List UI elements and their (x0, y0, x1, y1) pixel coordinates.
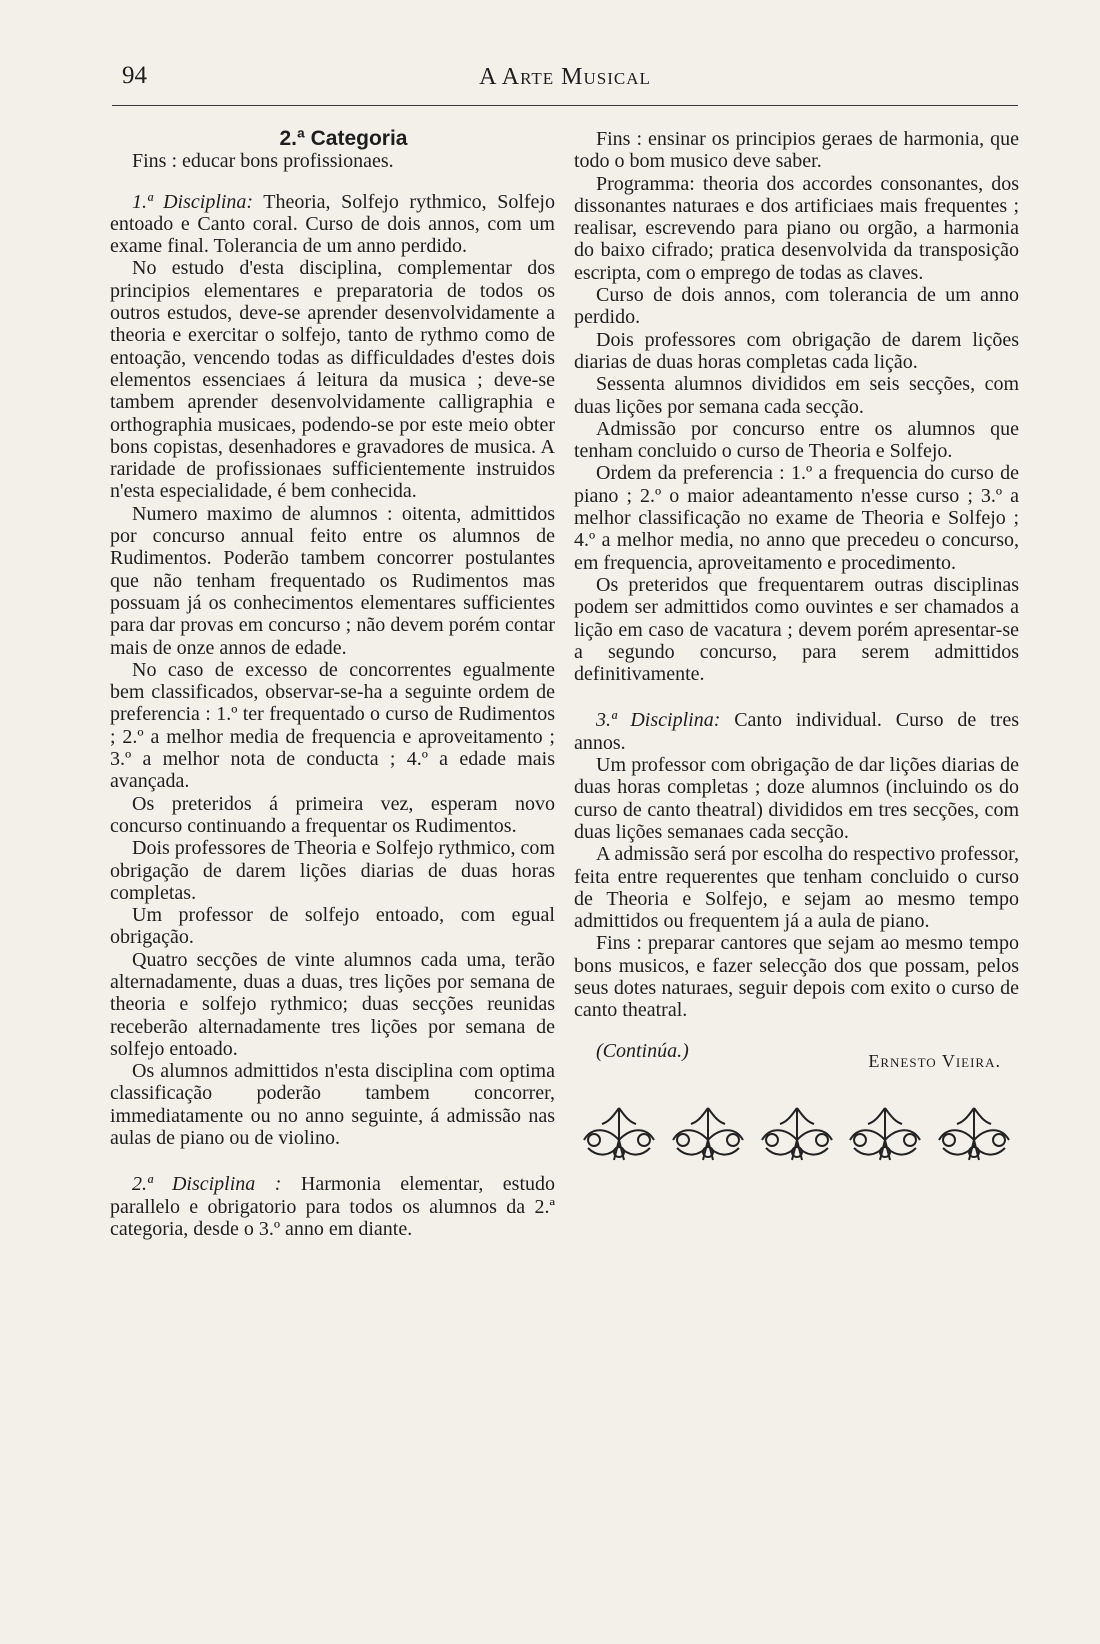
paragraph-ordem: Ordem da preferencia : 1.º a frequencia do curso de piano ; 2.º o maior adeantamento n'esse curso ; 3.º a melhor classificação no exame de Theoria e Solfejo ; 4.º a melhor media, no anno que precedeu o concurso, em frequencia, aproveitamento e procedimento. (574, 462, 1019, 574)
ornament-motif-1 (578, 1100, 660, 1166)
header-rule (112, 105, 1018, 106)
paragraph-estudo: No estudo d'esta disciplina, complementar dos principios elementares e preparatoria de todos os outros estudos, deve-se aprender desenvolvidamente a theoria e exercitar o solfejo, tanto de rythmo como de entoação, vencendo todas as difficuldades d'estes dois elementos essenciaes á leitura da musica ; deve-se tambem aprender desenvolvidamente calligraphia e orthographia musicaes, podendo-se por este meio obter bons copistas, desenhadores e gravadores de musica. A raridade de profissionaes sufficientemente instruidos n'esta especialidade, é bem conhecida. (110, 257, 555, 503)
signature-row (574, 1039, 1019, 1071)
paragraph-dois-professores-harmonia: Dois professores com obrigação de darem lições diarias de duas horas completas cada lição. (574, 328, 1019, 373)
paragraph-dois-professores: Dois professores de Theoria e Solfejo rythmico, com obrigação de darem lições diarias de duas horas completas. (110, 837, 555, 904)
continua-note: (Continúa.) (596, 1039, 689, 1062)
paragraph-admissao: Admissão por concurso entre os alumnos que tenham concluido o curso de Theoria e Solfejo. (574, 417, 1019, 463)
ornament-motif-5 (933, 1100, 1015, 1166)
paragraph-numero: Numero maximo de alumnos : oitenta, admittidos por concurso annual feito entre os alumnos de Rudimentos. Poderão tambem concorrer postulantes que não tenham frequentado os Rudimentos mas possuam já os conhecimentos elementares sufficientes para dar provas em concurso ; não devem porém contar mais de onze annos de edade. (110, 502, 555, 659)
paragraph-preteridos-harmonia: Os preteridos que frequentarem outras disciplinas podem ser admittidos como ouvintes e ser chamados a lição em caso de vacatura ; devem porém apresentar-se a segundo concurso, para serem admittidos definitivamente. (574, 573, 1019, 686)
page-header (112, 62, 1018, 102)
paragraph-sessenta: Sessenta alumnos divididos em seis secções, com duas lições por semana cada secção. (574, 373, 1019, 418)
disciplina-1-text: Theoria, Solfejo rythmico, Solfejo entoado e Canto coral. Curso de dois annos, com um exame final. Tolerancia de um anno perdido. (110, 190, 555, 258)
paragraph-admissao-escolha: A admissão será por escolha do respectivo professor, feita entre requerentes que tenham concluido o curso de Theoria e Solfejo, e sejam ao mesmo tempo admittidos ou frequentem já a aula de piano. (574, 843, 1019, 933)
paragraph-um-professor-canto: Um professor com obrigação de dar lições diarias de duas horas completas ; doze alumnos (incluindo os do curso de canto theatral) divididos em tres secções, com duas lições semanaes cada secção. (574, 754, 1019, 843)
category-heading: 2.ª Categoria (279, 127, 408, 150)
paragraph-curso: Curso de dois annos, com tolerancia de um anno perdido. (574, 284, 1019, 329)
paragraph-fins-canto: Fins : preparar cantores que sejam ao mesmo tempo bons musicos, e fazer selecção dos que possam, pelos seus dotes naturaes, seguir depois com exito o curso de canto theatral. (574, 932, 1019, 1022)
disciplina-3-label: 3.ª Disciplina: (596, 709, 721, 732)
paragraph-disciplina-3 (574, 709, 1019, 754)
paragraph-admittidos: Os alumnos admittidos n'esta disciplina com optima classificação poderão tambem concorrer, immediatamente ou no anno seguinte, á admissão nas aulas de piano ou de violino. (110, 1060, 555, 1150)
left-column (110, 128, 555, 1240)
ornament-motif-3 (756, 1100, 838, 1166)
disciplina-2-text: Harmonia elementar, estudo parallelo e obrigatorio para todos os alumnos da 2.ª categoria, desde o 3.º anno em diante. (110, 1173, 555, 1240)
ornament-motif-4 (844, 1100, 926, 1166)
paragraph-quatro-seccoes: Quatro secções de vinte alumnos cada uma, terão alternadamente, duas a duas, tres lições por semana de theoria e solfejo rythmico; duas secções reunidas receberão alternadamente tres lições por semana de solfejo entoado. (110, 948, 555, 1060)
page-number: 94 (122, 62, 147, 89)
disciplina-3-text: Canto individual. Curso de tres annos. (574, 709, 1019, 754)
paragraph-programma: Programma: theoria dos accordes consonantes, dos dissonantes naturaes e dos artificiaes mais frequentes ; realisar, escrevendo para piano ou orgão, a harmonia do baixo cifrado; pratica desenvolvida da transposição escripta, com o emprego de todas as claves. (574, 172, 1019, 284)
disciplina-2-label: 2.ª Disciplina : (132, 1173, 282, 1196)
paragraph-excesso: No caso de excesso de concorrentes egualmente bem classificados, observar-se-ha a seguinte ordem de preferencia : 1.º ter frequentado o curso de Rudimentos ; 2.º a melhor media de frequencia e aproveitamento ; 3.º a melhor nota de conducta ; 4.º a edade mais avançada. (110, 658, 555, 793)
running-title: A Arte Musical (479, 64, 651, 90)
paragraph-disciplina-2 (110, 1173, 555, 1240)
disciplina-1-label: 1.ª Disciplina: (132, 190, 254, 213)
ornament-motif-2 (667, 1100, 749, 1166)
author-signature: Ernesto Vieira. (868, 1050, 1001, 1071)
floral-vignette-icon (574, 1100, 1019, 1170)
paragraph-fins: Fins : educar bons profissionaes. (132, 150, 394, 173)
paragraph-fins-harmonia: Fins : ensinar os principios geraes de harmonia, que todo o bom musico deve saber. (574, 128, 1019, 173)
paragraph-preteridos: Os preteridos á primeira vez, esperam novo concurso continuando a frequentar os Rudimentos. (110, 792, 555, 837)
paragraph-disciplina-1 (110, 191, 555, 258)
paragraph-um-professor: Um professor de solfejo entoado, com egual obrigação. (110, 904, 555, 949)
right-column (574, 128, 1019, 1170)
